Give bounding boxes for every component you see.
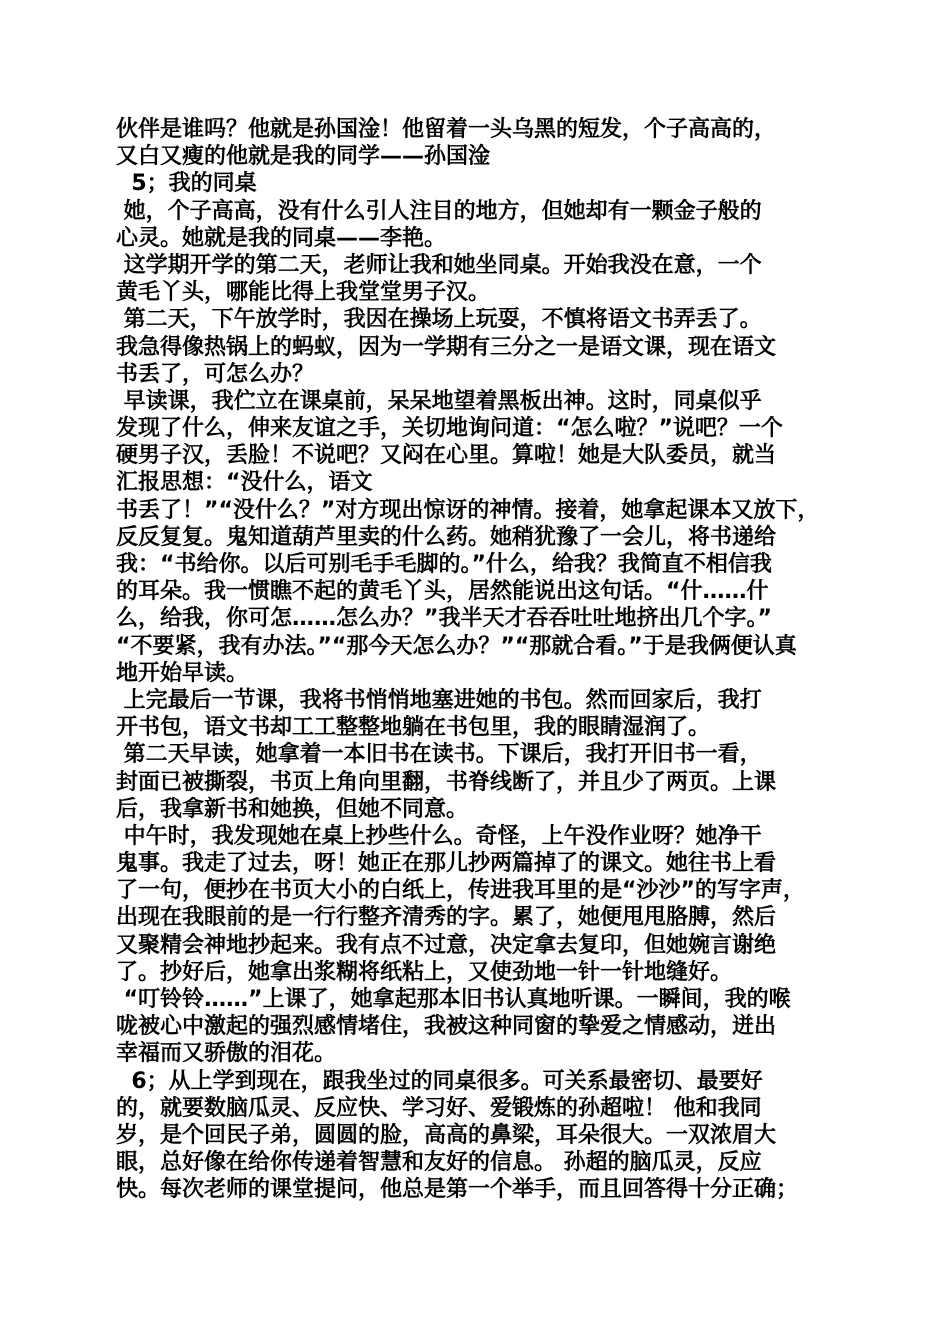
text-line: 快。每次老师的课堂提问，他总是第一个举手，而且回答得十分正确； — [116, 1177, 799, 1203]
text-line: 中午时，我发现她在桌上抄些什么。奇怪，上午没作业呀？她净干 — [116, 823, 762, 849]
text-line: 第二天早读，她拿着一本旧书在读书。下课后，我打开旧书一看， — [116, 742, 762, 768]
text-line: 了。抄好后，她拿出浆糊将纸粘上，又使劲地一针一针地缝好。 — [116, 959, 733, 985]
text-line: 她，个子高高，没有什么引人注目的地方，但她却有一颗金子般的 — [116, 198, 762, 224]
text-line: 黄毛丫头，哪能比得上我堂堂男子汉。 — [116, 280, 491, 306]
text-line: 幸福而又骄傲的泪花。 — [116, 1041, 337, 1067]
text-line: 心灵。她就是我的同桌——李艳。 — [116, 225, 447, 251]
text-line: 书丢了，可怎么办？ — [116, 361, 315, 387]
text-line: 封面已被撕裂，书页上角向里翻，书脊线断了，并且少了两页。上课 — [116, 769, 777, 795]
text-line: 出现在我眼前的是一行行整齐清秀的字。累了，她便甩甩胳膊，然后 — [116, 905, 777, 931]
text-line: 硬男子汉，丢脸！不说吧？又闷在心里。算啦！她是大队委员，就当 — [116, 443, 777, 469]
text-line: 眼，总好像在给你传递着智慧和友好的信息。 孙超的脑瓜灵，反应 — [116, 1150, 762, 1176]
text-line: 岁，是个回民子弟，圆圆的脸，高高的鼻梁，耳朵很大。一双浓眉大 — [116, 1122, 777, 1148]
text-line: 书丢了！”“没什么？”对方现出惊讶的神情。接着，她拿起课本又放下， — [116, 497, 820, 523]
text-line: 咙被心中激起的强烈感情堵住，我被这种同窗的挚爱之情感动，迸出 — [116, 1014, 777, 1040]
text-line: “叮铃铃……”上课了，她拿起那本旧书认真地听课。一瞬间，我的喉 — [116, 987, 791, 1012]
text-line: 伙伴是谁吗？他就是孙国淦！他留着一头乌黑的短发，个子高高的， — [116, 117, 777, 142]
text-line: 发现了什么，伸来友谊之手，关切地询问道：“怎么啦？”说吧？一个 — [116, 416, 783, 442]
text-line: 后，我拿新书和她换，但她不同意。 — [116, 796, 469, 822]
text-line: 第二天，下午放学时，我因在操场上玩耍，不慎将语文书弄丢了。 — [116, 307, 762, 333]
text-line: 反反复复。鬼知道葫芦里卖的什么药。她稍犹豫了一会儿，将书递给 — [116, 524, 777, 550]
text-line: 又白又瘦的他就是我的同学——孙国淦 — [116, 144, 491, 170]
text-line: 上完最后一节课，我将书悄悄地塞进她的书包。然而回家后，我打 — [116, 687, 762, 713]
text-line: 了一句，便抄在书页大小的白纸上，传进我耳里的是“沙沙”的写字声， — [116, 878, 805, 904]
text-line: 6；从上学到现在，跟我坐过的同桌很多。可关系最密切、最要好 — [116, 1068, 763, 1094]
text-line: 又聚精会神地抄起来。我有点不过意，决定拿去复印，但她婉言谢绝 — [116, 932, 777, 958]
document-body — [116, 116, 844, 1204]
text-line: 这学期开学的第二天，老师让我和她坐同桌。开始我没在意，一个 — [116, 252, 762, 278]
text-line: 的，就要数脑瓜灵、反应快、学习好、爱锻炼的孙超啦！ 他和我同 — [116, 1095, 762, 1121]
text-line: 的耳朵。我一惯瞧不起的黄毛丫头，居然能说出这句话。“什……什 — [116, 579, 769, 605]
text-line: 我：“书给你。以后可别毛手毛脚的。”什么，给我？我简直不相信我 — [116, 552, 772, 577]
text-line: 汇报思想：“没什么，语文 — [116, 470, 373, 496]
text-line: 鬼事。我走了过去，呀！她正在那儿抄两篇掉了的课文。她往书上看 — [116, 851, 777, 877]
text-line: 地开始早读。 — [116, 660, 249, 686]
text-line: “不要紧，我有办法。”“那今天怎么办？”“那就合看。”于是我俩便认真 — [116, 633, 797, 659]
text-line: 开书包，语文书却工工整整地躺在书包里，我的眼睛湿润了。 — [116, 715, 711, 741]
text-line: 么，给我，你可怎……怎么办？”我半天才吞吞吐吐地挤出几个字。” — [116, 606, 772, 632]
text-line: 我急得像热锅上的蚂蚁，因为一学期有三分之一是语文课，现在语文 — [116, 334, 777, 360]
text-line: 5；我的同桌 — [116, 171, 257, 197]
text-line: 早读课，我伫立在课桌前，呆呆地望着黑板出神。这时，同桌似乎 — [116, 388, 762, 414]
